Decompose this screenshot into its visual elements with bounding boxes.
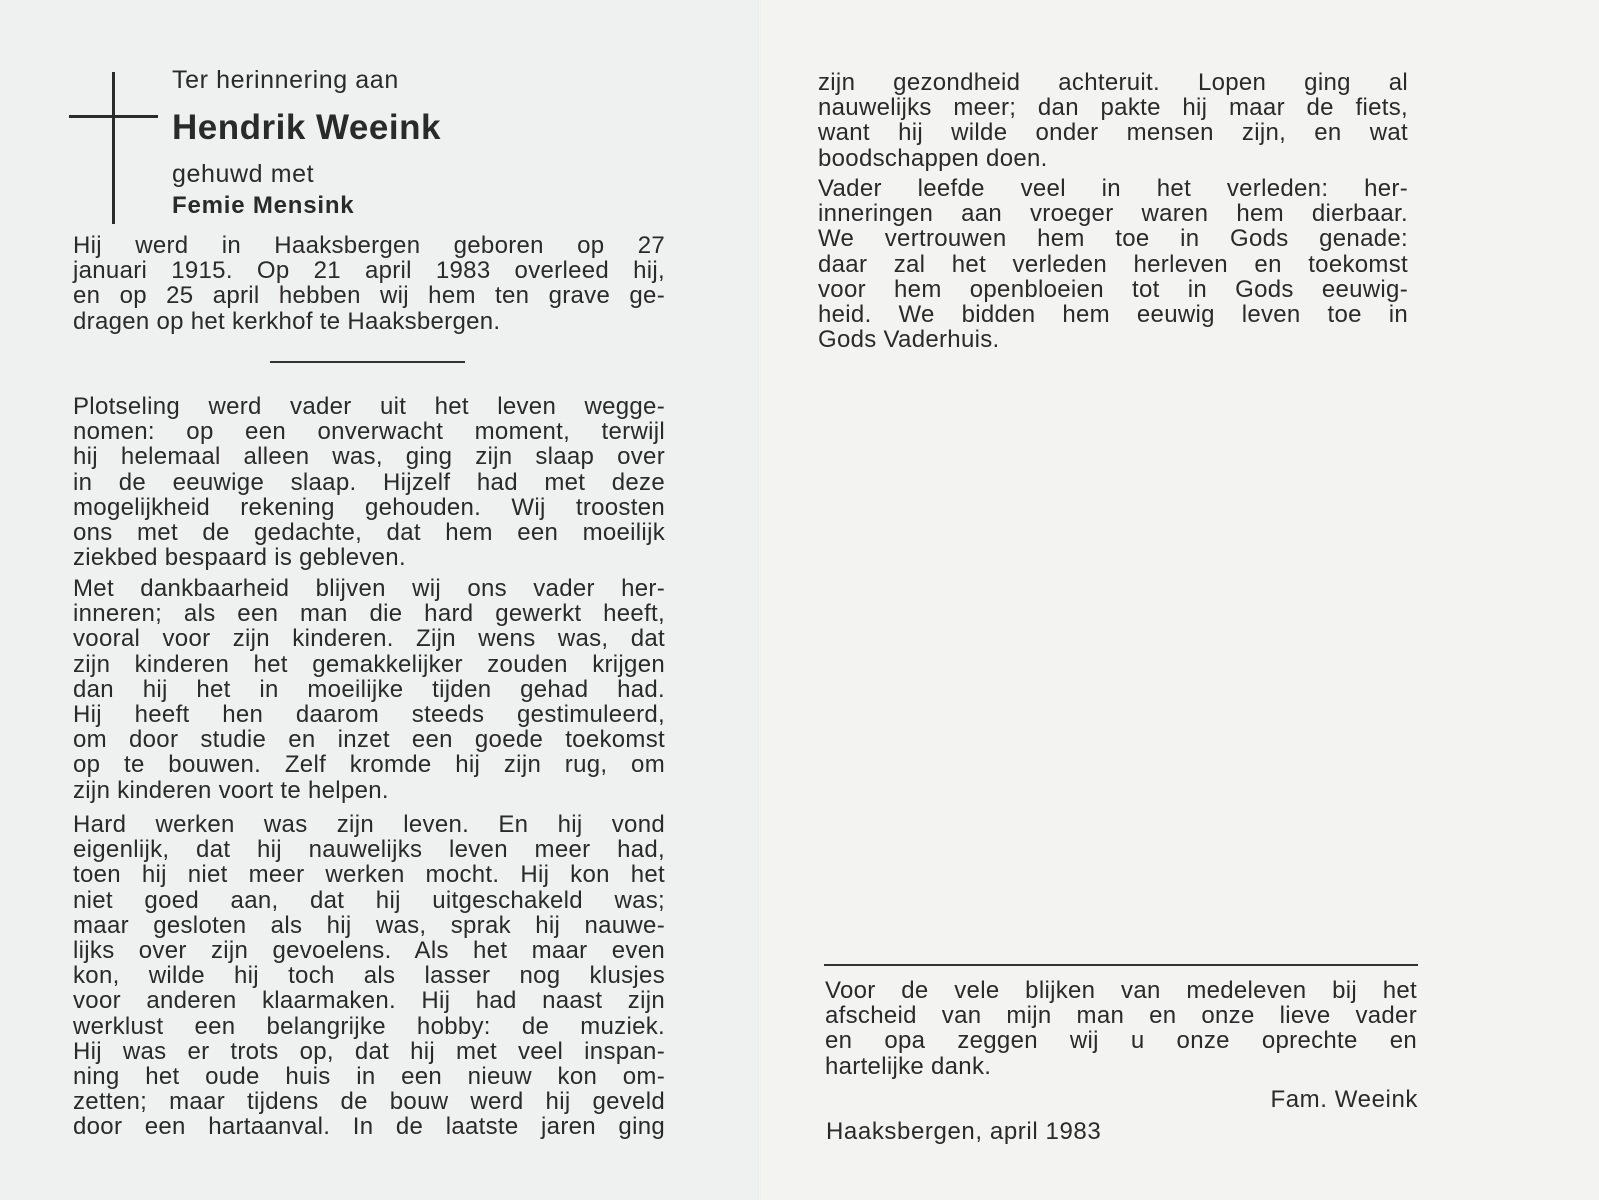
- text-line: door een hartaanval. In de laatste jaren ging: [73, 1113, 665, 1141]
- spouse-name: Femie Mensink: [172, 192, 355, 219]
- text-line: Hard werken was zijn leven. En hij vond: [73, 811, 665, 838]
- text-line: nauwelijks meer; dan pakte hij maar de fiets,: [818, 94, 1408, 122]
- text-line: Vader leefde veel in het verleden: her-: [818, 175, 1408, 202]
- text-line: We vertrouwen hem toe in Gods genade:: [818, 225, 1408, 253]
- text-line: Voor de vele blijken van medeleven bij het: [825, 977, 1417, 1004]
- text-line: ziekbed bespaard is gebleven.: [73, 544, 406, 572]
- text-line: inneringen aan vroeger waren hem dierbaar.: [818, 200, 1408, 228]
- text-line: ons met de gedachte, dat hem een moeilijk: [73, 519, 665, 547]
- text-line: nomen: op een onverwacht moment, terwijl: [73, 418, 665, 446]
- text-line: vooral voor zijn kinderen. Zijn wens was, dat: [73, 625, 665, 653]
- text-line: op te bouwen. Zelf kromde hij zijn rug, om: [73, 751, 665, 779]
- text-line: hartelijke dank.: [825, 1052, 992, 1080]
- text-line: niet goed aan, dat hij uitgeschakeld was;: [73, 886, 665, 914]
- paragraph-3: [73, 812, 665, 1140]
- text-line: voor hem openbloeien tot in Gods eeuwig-: [818, 275, 1408, 303]
- right-paragraph-2: [818, 176, 1408, 352]
- intro-text: Ter herinnering aan: [172, 66, 399, 94]
- text-line: inneren; als een man die hard gewerkt heeft,: [73, 600, 665, 628]
- text-line: Met dankbaarheid blijven wij ons vader her-: [73, 575, 665, 602]
- text-line: zetten; maar tijdens de bouw werd hij geveld: [73, 1088, 665, 1116]
- divider: [270, 361, 465, 363]
- text-line: boodschappen doen.: [818, 144, 1048, 172]
- text-line: daar zal het verleden herleven en toekomst: [818, 250, 1408, 278]
- text-line: Hij heeft hen daarom steeds gestimuleerd,: [73, 701, 665, 729]
- text-line: mogelijkheid rekening gehouden. Wij troosten: [73, 493, 665, 521]
- text-line: Gods Vaderhuis.: [818, 326, 1000, 354]
- text-line: werklust een belangrijke hobby: de muziek.: [73, 1012, 665, 1040]
- text-line: afscheid van mijn man en onze lieve vader: [825, 1002, 1417, 1030]
- paragraph-1: [73, 394, 665, 570]
- text-line: dragen op het kerkhof te Haaksbergen.: [73, 307, 501, 335]
- text-line: zijn kinderen het gemakkelijker zouden krijgen: [73, 650, 665, 678]
- text-line: kon, wilde hij toch als lasser nog klusjes: [73, 962, 665, 990]
- cross-horizontal: [69, 115, 158, 118]
- paragraph-2: [73, 576, 665, 803]
- divider: [824, 964, 1418, 966]
- text-line: Hij was er trots op, dat hij met veel inspan-: [73, 1037, 665, 1065]
- text-line: dan hij het in moeilijke tijden gehad had.: [73, 675, 665, 703]
- text-line: toen hij niet meer werken mocht. Hij kon het: [73, 861, 665, 889]
- text-line: en opa zeggen wij u onze oprechte en: [825, 1027, 1417, 1055]
- text-line: zijn kinderen voort te helpen.: [73, 776, 389, 804]
- text-line: Hij werd in Haaksbergen geboren op 27: [73, 232, 665, 259]
- deceased-name: Hendrik Weeink: [172, 108, 441, 147]
- place-date: Haaksbergen, april 1983: [826, 1118, 1102, 1145]
- cross-vertical: [112, 72, 115, 224]
- text-line: zijn gezondheid achteruit. Lopen ging al: [818, 69, 1408, 96]
- text-line: voor anderen klaarmaken. Hij had naast zijn: [73, 987, 665, 1015]
- page-fold: [758, 0, 761, 1200]
- text-line: om door studie en inzet een goede toekomst: [73, 726, 665, 754]
- text-line: in de eeuwige slaap. Hijzelf had met deze: [73, 468, 665, 496]
- text-line: maar gesloten als hij was, sprak hij nauwe-: [73, 911, 665, 939]
- text-line: januari 1915. Op 21 april 1983 overleed hij,: [73, 257, 665, 285]
- text-line: lijks over zijn gevoelens. Als het maar even: [73, 937, 665, 965]
- text-line: eigenlijk, dat hij nauwelijks leven meer had,: [73, 836, 665, 864]
- family-signature: Fam. Weeink: [1270, 1086, 1418, 1113]
- birth-paragraph: [73, 233, 665, 334]
- text-line: en op 25 april hebben wij hem ten grave ge-: [73, 282, 665, 310]
- text-line: Plotseling werd vader uit het leven wegge-: [73, 393, 665, 420]
- text-line: heid. We bidden hem eeuwig leven toe in: [818, 301, 1408, 329]
- thanks-paragraph: [825, 978, 1417, 1079]
- married-label: gehuwd met: [172, 160, 315, 188]
- right-paragraph-1: [818, 70, 1408, 171]
- text-line: hij helemaal alleen was, ging zijn slaap over: [73, 443, 665, 471]
- text-line: want hij wilde onder mensen zijn, en wat: [818, 119, 1408, 147]
- text-line: ning het oude huis in een nieuw kon om-: [73, 1063, 665, 1091]
